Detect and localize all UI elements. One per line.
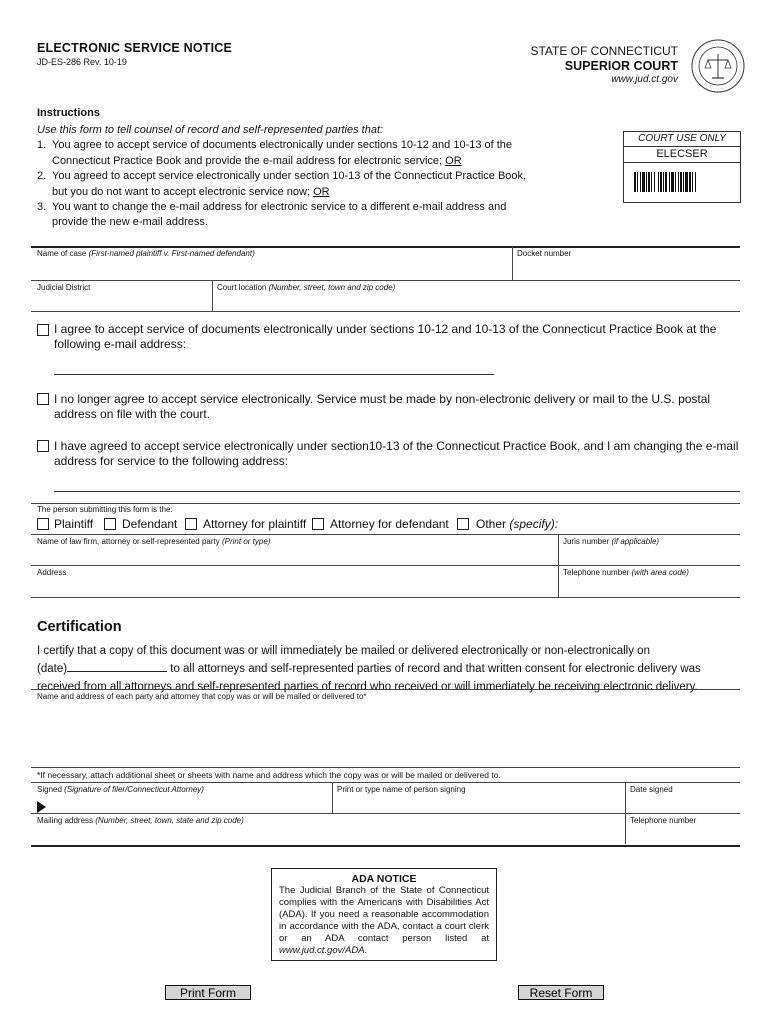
signed-label: Signed (Signature of filer/Connecticut Attorney) (37, 785, 204, 794)
court-use-heading: COURT USE ONLY (624, 132, 740, 147)
court-use-box (623, 131, 741, 203)
submitter-label: The person submitting this form is the: (37, 505, 173, 514)
instruction-text: You agree to accept service of documents electronically under sections 10-12 and 10-13 of the Connecticut Practice Book and provide the e-mail address for electronic service; (52, 139, 513, 167)
judicial-district-field[interactable] (33, 293, 209, 309)
name-firm-label: Name of law firm, attorney or self-represented party (Print or type) (37, 537, 271, 546)
state-seal-icon (690, 38, 746, 94)
instruction-item (37, 200, 527, 231)
instruction-text: You agreed to accept service electronically under section 10-13 of the Connecticut Practice Book, but you do not want to accept electronic service now; (52, 170, 527, 198)
email-line-1[interactable] (54, 374, 494, 375)
court-name: SUPERIOR COURT (564, 59, 678, 73)
address-label: Address (37, 568, 67, 577)
other-label: Other (specify): (476, 517, 559, 531)
barcode-icon (634, 172, 728, 192)
print-form-button[interactable]: Print Form (165, 985, 251, 1000)
mailing-telephone-label: Telephone number (630, 816, 697, 825)
cert-line-1: I certify that a copy of this document was or will immediately be mailed or delivered electronically or non-electronically on (37, 645, 650, 657)
email-line-2[interactable] (54, 491, 740, 492)
instructions-heading: Instructions (37, 107, 100, 119)
cert-line-3: received from all attorneys and self-represented parties of record who received or will immediately be receiving electronic delivery. (37, 681, 698, 693)
name-firm-field[interactable] (33, 547, 555, 563)
mailing-telephone-field[interactable] (627, 826, 738, 843)
plaintiff-checkbox[interactable] (37, 518, 49, 530)
print-name-field[interactable] (334, 795, 622, 812)
instruction-or: OR (445, 154, 462, 167)
case-name-label: Name of case (First-named plaintiff v. First-named defendant) (37, 249, 255, 258)
telephone-label: Telephone number (with area code) (563, 568, 689, 577)
no-longer-checkbox[interactable] (37, 393, 49, 405)
instruction-item (37, 169, 527, 200)
other-specify-field[interactable] (556, 519, 738, 533)
defendant-label: Defendant (122, 517, 178, 531)
change-email-checkbox[interactable] (37, 440, 49, 452)
date-signed-field[interactable] (627, 795, 738, 812)
certification-heading: Certification (37, 619, 122, 635)
signature-field[interactable] (50, 795, 328, 812)
telephone-field[interactable] (560, 578, 738, 595)
instruction-number: 2. (37, 170, 47, 183)
instruction-item (37, 138, 527, 169)
ada-heading: ADA NOTICE (351, 873, 417, 885)
form-number: JD-ES-286 Rev. 10-19 (37, 57, 127, 67)
court-use-code: ELECSER (624, 147, 740, 163)
cert-date-field[interactable] (67, 660, 167, 672)
footnote: *If necessary, attach additional sheet or sheets with name and address which the copy was or will be mailed or delivered to. (37, 770, 501, 780)
docket-number-label: Docket number (517, 249, 572, 258)
parties-label: Name and address of each party and attorney that copy was or will be mailed or delivered to* (37, 692, 367, 701)
attorney-defendant-checkbox[interactable] (312, 518, 324, 530)
state-name: STATE OF CONNECTICUT (530, 44, 678, 58)
ada-link[interactable]: www.jud.ct.gov/ADA. (279, 945, 368, 956)
cert-line-2: to all attorneys and self-represented parties of record and that written consent for electronic delivery was (170, 663, 701, 675)
juris-number-field[interactable] (560, 547, 738, 563)
plaintiff-label: Plaintiff (54, 517, 94, 531)
attorney-defendant-label: Attorney for defendant (330, 517, 449, 531)
address-field[interactable] (33, 578, 555, 595)
attorney-plaintiff-checkbox[interactable] (185, 518, 197, 530)
instruction-or: OR (313, 185, 330, 198)
court-location-field[interactable] (214, 293, 738, 309)
print-name-label: Print or type name of person signing (337, 785, 466, 794)
certification-text (37, 642, 737, 696)
docket-number-field[interactable] (514, 260, 738, 278)
instructions (37, 123, 527, 231)
attorney-plaintiff-label: Attorney for plaintiff (203, 517, 307, 531)
other-checkbox[interactable] (457, 518, 469, 530)
instruction-number: 1. (37, 139, 47, 152)
instructions-intro: Use this form to tell counsel of record and self-represented parties that: (37, 124, 384, 136)
case-name-field[interactable] (33, 260, 509, 278)
website: www.jud.ct.gov (611, 74, 678, 85)
reset-form-button[interactable]: Reset Form (518, 985, 604, 1000)
mailing-address-field[interactable] (33, 826, 623, 843)
defendant-checkbox[interactable] (104, 518, 116, 530)
court-location-label: Court location (Number, street, town and zip code) (217, 283, 396, 292)
no-longer-option-text: I no longer agree to accept service electronically. Service must be made by non-electronic delivery or mail to the U.S. postal address on file with the court. (54, 392, 711, 421)
ada-text: The Judicial Branch of the State of Connecticut complies with the Americans with Disabilities Act (ADA). If you need a reasonable accommodation in accordance with the ADA, contact a court clerk or an ADA contact person listed at (279, 885, 489, 944)
date-signed-label: Date signed (630, 785, 673, 794)
cert-date-label: (date) (37, 663, 68, 675)
juris-number-label: Juris number (if applicable) (563, 537, 660, 546)
sign-here-arrow-icon (37, 801, 46, 813)
ada-notice (271, 868, 497, 961)
agree-option-text: I agree to accept service of documents electronically under sections 10-12 and 10-13 of the Connecticut Practice Book at the following e-mail address: (54, 322, 717, 351)
agree-checkbox[interactable] (37, 324, 49, 336)
instruction-text: You want to change the e-mail address for electronic service to a different e-mail address and provide the new e-mail address. (52, 201, 507, 229)
judicial-district-label: Judicial District (37, 283, 91, 292)
change-email-option-text: I have agreed to accept service electronically under section10-13 of the Connecticut Practice Book, and I am changing the e-mail address for service to the following address: (54, 439, 739, 468)
parties-field[interactable] (33, 703, 738, 765)
mailing-address-label: Mailing address (Number, street, town, state and zip code) (37, 816, 244, 825)
form-title: ELECTRONIC SERVICE NOTICE (37, 41, 233, 55)
instruction-number: 3. (37, 201, 47, 214)
